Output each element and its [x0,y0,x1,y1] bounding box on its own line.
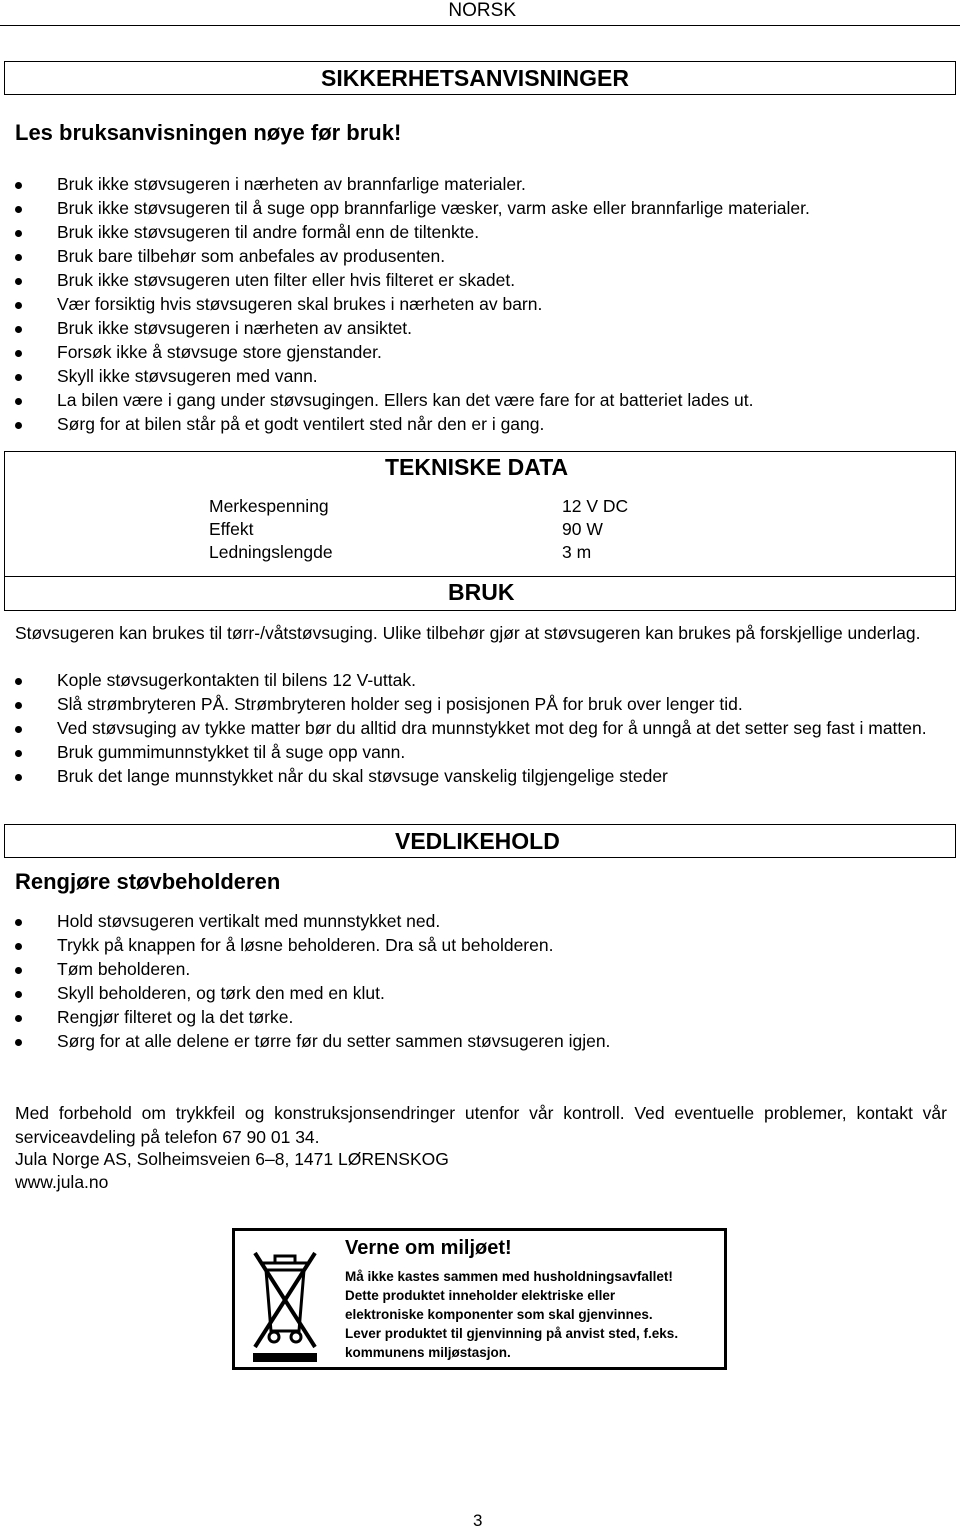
list-item: Hold støvsugeren vertikalt med munnstykket ned. [0,909,950,933]
page-number: 3 [473,1511,483,1530]
list-item: Trykk på knappen for å løsne beholderen. Dra så ut beholderen. [0,933,950,957]
tech-title: TEKNISKE DATA [385,454,569,480]
list-item: Bruk gummimunnstykket til å suge opp vann. [0,740,950,764]
list-item: La bilen være i gang under støvsugingen. Ellers kan det være fare for at batteriet lades ut. [0,388,950,412]
tech-value-cord: 3 m [562,542,592,562]
environment-title: Verne om miljøet! [345,1237,512,1259]
maintenance-title-box [4,824,956,858]
bullet-icon [15,774,22,781]
bullet-icon [15,678,22,685]
bullet-icon [15,726,22,733]
list-item: Bruk bare tilbehør som anbefales av produsenten. [0,244,950,268]
footer-website: www.jula.no [15,1172,109,1192]
bullet-icon [15,967,22,974]
bullet-icon [15,702,22,709]
tech-value-voltage: 12 V DC [562,496,629,516]
list-item: Forsøk ikke å støvsuge store gjenstander. [0,340,950,364]
bullet-icon [15,398,22,405]
bullet-icon [15,230,22,237]
bullet-icon [15,1039,22,1046]
list-item: Slå strømbryteren PÅ. Strømbryteren holder seg i posisjonen PÅ for bruk over lenger tid. [0,692,950,716]
safety-list [0,172,950,436]
tech-label-power: Effekt [209,519,254,539]
maintenance-subtitle: Rengjøre støvbeholderen [15,869,281,894]
tech-label-voltage: Merkespenning [209,496,329,516]
tech-box [4,451,956,611]
list-item: Kople støvsugerkontakten til bilens 12 V-uttak. [0,668,950,692]
list-item: Sørg for at bilen står på et godt ventilert sted når den er i gang. [0,412,950,436]
bullet-icon [15,422,22,429]
footer-disclaimer: Med forbehold om trykkfeil og konstruksjonsendringer utenfor vår kontroll. Ved eventuelle problemer, kontakt vår serviceavdeling på telefon 67 90 01 34. [15,1103,947,1147]
header-rule [0,25,960,26]
tech-value-power: 90 W [562,519,603,539]
list-item: Vær forsiktig hvis støvsugeren skal brukes i nærheten av barn. [0,292,950,316]
bullet-icon [15,374,22,381]
bullet-icon [15,943,22,950]
bullet-icon [15,326,22,333]
usage-intro: Støvsugeren kan brukes til tørr-/våtstøvsuging. Ulike tilbehør gjør at støvsugeren kan brukes på forskjellige underlag. [15,623,921,643]
bullet-icon [15,278,22,285]
safety-title-box [4,61,956,95]
bullet-icon [15,254,22,261]
environment-notice [232,1228,727,1370]
list-item: Bruk ikke støvsugeren i nærheten av brannfarlige materialer. [0,172,950,196]
list-item: Skyll beholderen, og tørk den med en klut. [0,981,950,1005]
list-item: Sørg for at alle delene er tørre før du setter sammen støvsugeren igjen. [0,1029,950,1053]
maintenance-title: VEDLIKEHOLD [395,828,560,854]
list-item: Bruk ikke støvsugeren til å suge opp brannfarlige væsker, varm aske eller brannfarlige materialer. [0,196,950,220]
bullet-icon [15,750,22,757]
usage-list [0,668,950,788]
list-item: Ved støvsuging av tykke matter bør du alltid dra munnstykket mot deg for å unngå at det setter seg fast i matten. [0,716,950,740]
list-item: Tøm beholderen. [0,957,950,981]
environment-text: Må ikke kastes sammen med husholdningsavfallet! Dette produktet inneholder elektriske eller elektroniske komponenter som skal gjenvinnes. Lever produktet til gjenvinning på anvist sted, f.eks. kommunens miljøstasjon. [345,1269,679,1360]
bullet-icon [15,919,22,926]
tech-label-cord: Ledningslengde [209,542,333,562]
bullet-icon [15,1015,22,1022]
list-item: Bruk ikke støvsugeren i nærheten av ansiktet. [0,316,950,340]
bullet-icon [15,302,22,309]
maintenance-list [0,909,950,1053]
bullet-icon [15,350,22,357]
list-item: Bruk det lange munnstykket når du skal støvsuge vanskelig tilgjengelige steder [0,764,950,788]
crossed-out-wheelie-bin-icon [245,1239,325,1363]
header-language: NORSK [448,0,516,21]
list-item: Rengjør filteret og la det tørke. [0,1005,950,1029]
list-item: Bruk ikke støvsugeren til andre formål enn de tiltenkte. [0,220,950,244]
tech-divider [5,576,955,577]
safety-title: SIKKERHETSANVISNINGER [321,65,629,91]
list-item: Skyll ikke støvsugeren med vann. [0,364,950,388]
bullet-icon [15,182,22,189]
bullet-icon [15,206,22,213]
bullet-icon [15,991,22,998]
list-item: Bruk ikke støvsugeren uten filter eller hvis filteret er skadet. [0,268,950,292]
safety-intro: Les bruksanvisningen nøye før bruk! [15,120,402,145]
usage-title: BRUK [448,579,515,605]
footer-address: Jula Norge AS, Solheimsveien 6–8, 1471 LØRENSKOG [15,1149,449,1169]
